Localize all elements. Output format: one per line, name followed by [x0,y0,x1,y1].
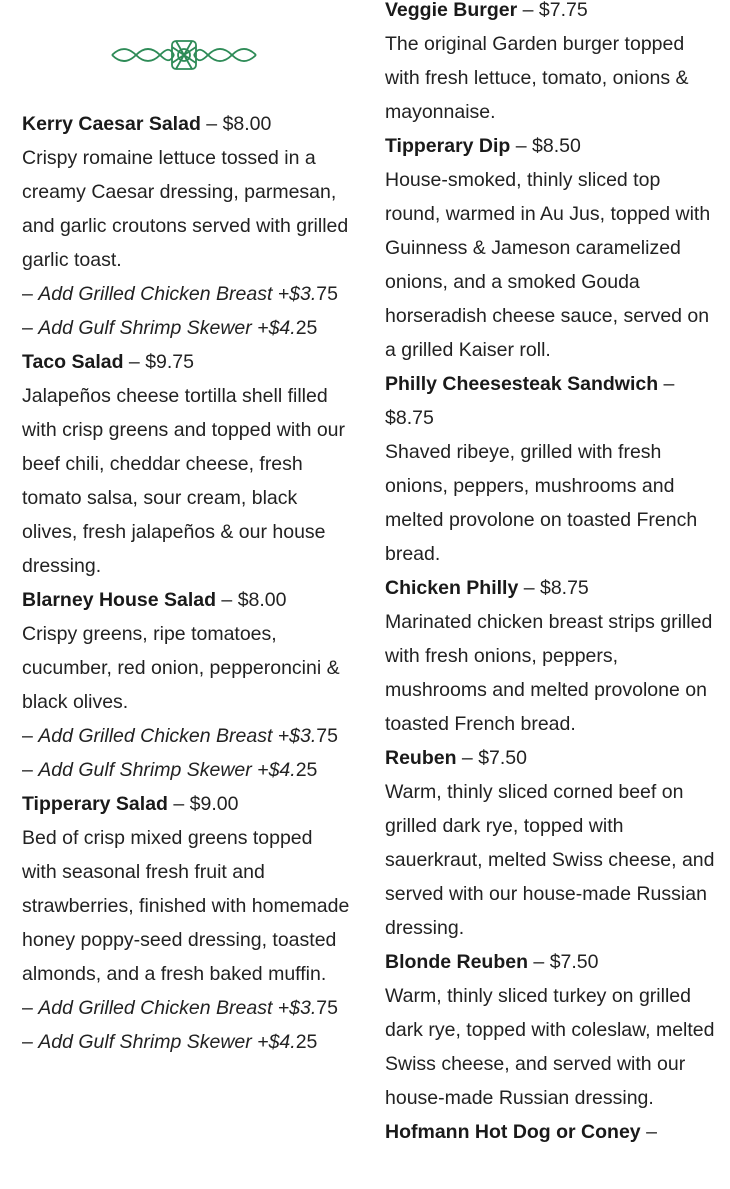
menu-item-name: Blonde Reuben [385,951,529,973]
menu-item-price: $8.75 [539,577,589,599]
menu-item-name: Reuben [385,747,457,769]
menu-item [22,583,352,787]
menu-item-addon: – Add Grilled Chicken Breast +$3.75 [22,725,338,747]
addon-label: Add Gulf Shrimp Skewer +$4. [38,317,296,339]
menu-item-heading: Blarney House Salad – $8.00 [22,589,287,611]
menu-item-addon: – Add Grilled Chicken Breast +$3.75 [22,283,338,305]
menu-item-price: $8.00 [222,113,272,135]
addon-cents: 75 [316,725,338,747]
addon-cents: 25 [295,1031,318,1053]
menu-item-heading: Taco Salad – $9.75 [22,351,195,373]
menu-item-addon: – Add Gulf Shrimp Skewer +$4.25 [22,1031,318,1053]
menu-item-heading: Tipperary Salad – $9.00 [22,793,239,815]
menu-item [385,0,715,129]
menu-item-heading: Chicken Philly – $8.75 [385,577,589,599]
menu-item [385,1115,715,1149]
menu-item [385,945,715,1115]
menu-item-heading: Reuben – $7.50 [385,747,528,769]
menu-item-addon: – Add Grilled Chicken Breast +$3.75 [22,997,338,1019]
menu-item-description: Shaved ribeye, grilled with fresh onions, peppers, mushrooms and melted provolone on toasted French bread. [385,441,698,565]
menu-item-heading: Veggie Burger – $7.75 [385,0,588,21]
menu-item-heading: Tipperary Dip – $8.50 [385,135,581,157]
menu-item-description: Jalapeños cheese tortilla shell filled with crisp greens and topped with our beef chili, cheddar cheese, fresh tomato salsa, sour cream, black olives, fresh jalapeños & our house dressing. [22,385,346,577]
menu-item [385,741,715,945]
menu-item-price: $7.75 [538,0,588,21]
addon-label: Add Grilled Chicken Breast +$3. [38,283,317,305]
menu-item-price: $8.50 [532,135,581,157]
menu-item-name: Chicken Philly [385,577,519,599]
menu-item-addon: – Add Gulf Shrimp Skewer +$4.25 [22,317,318,339]
menu-item-addon: – Add Gulf Shrimp Skewer +$4.25 [22,759,318,781]
menu-item [385,129,715,367]
menu-item-price: $7.50 [478,747,528,769]
menu-item-description: House-smoked, thinly sliced top round, warmed in Au Jus, topped with Guinness & Jameson caramelized onions, and a smoked Gouda horseradish cheese sauce, served on a grilled Kaiser roll. [385,169,711,361]
menu-item-name: Veggie Burger [385,0,518,21]
menu-item-price: $9.00 [189,793,239,815]
menu-item-heading: Kerry Caesar Salad – $8.00 [22,113,272,135]
menu-item-description: Warm, thinly sliced turkey on grilled dark rye, topped with coleslaw, melted Swiss cheese, and served with our house-made Russian dressing. [385,985,715,1109]
menu-item-name: Hofmann Hot Dog or Coney [385,1121,641,1143]
menu-item-name: Taco Salad [22,351,124,373]
menu-item-description: Warm, thinly sliced corned beef on grilled dark rye, topped with sauerkraut, melted Swiss cheese, and served with our house-made Russian dressing. [385,781,715,939]
addon-cents: 75 [316,997,338,1019]
menu-item-name: Philly Cheesesteak Sandwich [385,373,659,395]
menu-item-name: Tipperary Dip [385,135,511,157]
menu-item-heading: Philly Cheesesteak Sandwich – $8.75 [385,373,675,429]
menu-item-price: $8.00 [237,589,287,611]
addon-label: Add Gulf Shrimp Skewer +$4. [38,1031,296,1053]
menu-item-name: Kerry Caesar Salad [22,113,201,135]
menu-item [22,787,352,1059]
menu-item-price: $8.75 [385,407,434,429]
addon-cents: 25 [295,759,318,781]
menu-item [385,367,715,571]
addon-label: Add Grilled Chicken Breast +$3. [38,997,317,1019]
menu-item-heading: Hofmann Hot Dog or Coney – [385,1121,657,1143]
menu-item [22,345,352,583]
menu-item-price: $9.75 [145,351,195,373]
menu-item [385,571,715,741]
menu-item-description: Crispy romaine lettuce tossed in a creamy Caesar dressing, parmesan, and garlic croutons served with grilled garlic toast. [22,147,349,271]
menu-item-name: Tipperary Salad [22,793,168,815]
left-menu-column [22,0,352,1059]
menu-item-description: The original Garden burger topped with fresh lettuce, tomato, onions & mayonnaise. [385,33,689,123]
celtic-knot-divider-icon [110,37,258,73]
addon-cents: 25 [295,317,318,339]
menu-item-description: Marinated chicken breast strips grilled with fresh onions, peppers, mushrooms and melted provolone on toasted French bread. [385,611,713,735]
menu-item-description: Crispy greens, ripe tomatoes, cucumber, red onion, pepperoncini & black olives. [22,623,340,713]
addon-label: Add Grilled Chicken Breast +$3. [38,725,317,747]
addon-cents: 75 [316,283,338,305]
menu-item-description: Bed of crisp mixed greens topped with seasonal fresh fruit and strawberries, finished with homemade honey poppy-seed dressing, toasted almonds, and a fresh baked muffin. [22,827,350,985]
menu-item-price: $7.50 [549,951,599,973]
right-menu-column [385,0,715,1149]
addon-label: Add Gulf Shrimp Skewer +$4. [38,759,296,781]
menu-item [22,107,352,345]
menu-item-name: Blarney House Salad [22,589,216,611]
menu-item-heading: Blonde Reuben – $7.50 [385,951,599,973]
